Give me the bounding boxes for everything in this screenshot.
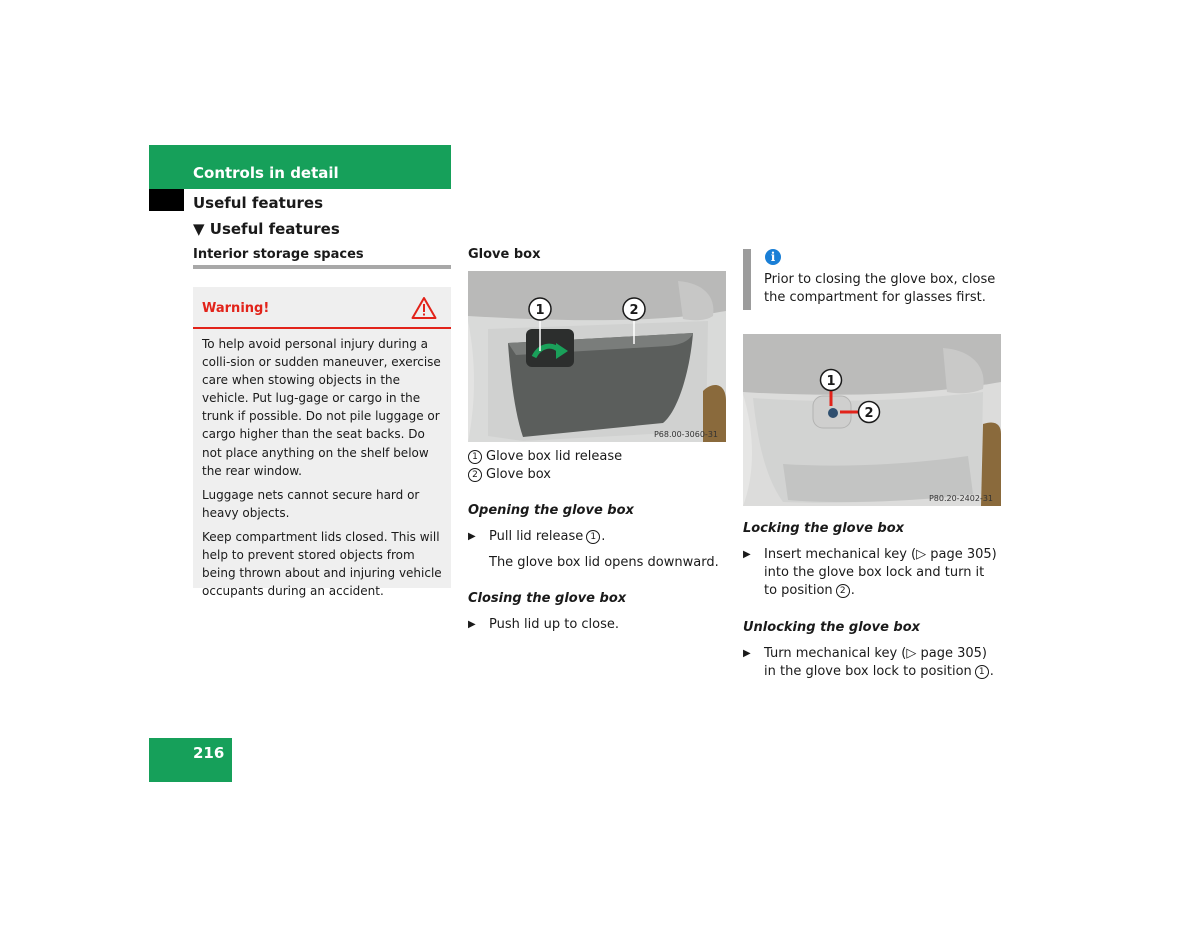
subsection-marker	[149, 189, 184, 211]
warning-box	[193, 287, 451, 599]
warning-triangle-icon	[411, 296, 437, 320]
legend-item	[468, 448, 622, 466]
step-text: Turn mechanical key (▷ page 305) in the glove box lock to position	[764, 646, 987, 679]
step-arrow-icon: ▶	[468, 619, 476, 630]
step-arrow-icon: ▶	[743, 549, 751, 560]
callout-number: 1	[586, 530, 600, 544]
callout-number: 1	[975, 665, 989, 679]
step-arrow-icon: ▶	[468, 531, 476, 542]
opening-result: The glove box lid opens downward.	[489, 555, 719, 570]
info-icon: i	[765, 249, 781, 265]
warning-paragraph: To help avoid personal injury during a colli-sion or sudden maneuver, exercise care when stowing objects in the vehicle. Put lug-gage or cargo in the trunk if possible. Do not pile luggage or cargo higher than the seat backs. Do not place anything on the shelf below the rear window.	[202, 337, 441, 478]
page-heading: ▼ Useful features	[193, 220, 340, 238]
glove-box-heading: Glove box	[468, 247, 541, 262]
legend-text: Glove box lid release	[486, 449, 623, 464]
interior-storage-heading: Interior storage spaces	[193, 247, 364, 262]
warning-body	[202, 335, 447, 606]
warning-header	[193, 287, 451, 329]
step-text-suffix: .	[601, 529, 606, 544]
section-title: Controls in detail	[193, 164, 339, 182]
step-text-suffix: .	[989, 664, 994, 679]
info-bar	[743, 249, 751, 310]
step-text: Insert mechanical key (▷ page 305) into the glove box lock and turn it to position	[764, 547, 997, 598]
legend-text: Glove box	[486, 467, 551, 482]
figure-callout: 2	[864, 406, 874, 421]
closing-heading: Closing the glove box	[468, 591, 627, 606]
figure-legend	[468, 448, 622, 484]
warning-paragraph: Luggage nets cannot secure hard or heavy objects.	[202, 487, 420, 520]
step-text: Push lid up to close.	[489, 617, 620, 632]
glove-box-photo	[468, 271, 726, 442]
step-arrow-icon: ▶	[743, 648, 751, 659]
info-text: Prior to closing the glove box, close the compartment for glasses first.	[764, 272, 996, 305]
callout-number: 1	[468, 450, 482, 464]
figure-code: P80.20-2402-31	[928, 494, 993, 503]
locking-heading: Locking the glove box	[743, 521, 905, 536]
callout-number: 2	[468, 468, 482, 482]
opening-heading: Opening the glove box	[468, 503, 634, 518]
page-number: 216	[193, 744, 225, 762]
warning-paragraph: Keep compartment lids closed. This will help to prevent stored objects from being thrown about and injuring vehicle occupants during an accident.	[202, 529, 442, 599]
callout-number: 2	[836, 584, 850, 598]
glove-box-lock-photo	[743, 334, 1001, 506]
unlocking-heading: Unlocking the glove box	[743, 620, 921, 635]
heading-rule	[193, 265, 451, 269]
subsection-title: Useful features	[193, 194, 324, 212]
figure-code: P68.00-3060-31	[653, 430, 718, 439]
warning-title: Warning!	[202, 301, 270, 316]
step-text-suffix: .	[850, 583, 855, 598]
figure-callout: 1	[535, 303, 545, 318]
figure-callout: 1	[826, 374, 836, 389]
figure-callout: 2	[629, 303, 639, 318]
step-text: Pull lid release	[489, 529, 584, 544]
legend-item	[468, 466, 622, 484]
